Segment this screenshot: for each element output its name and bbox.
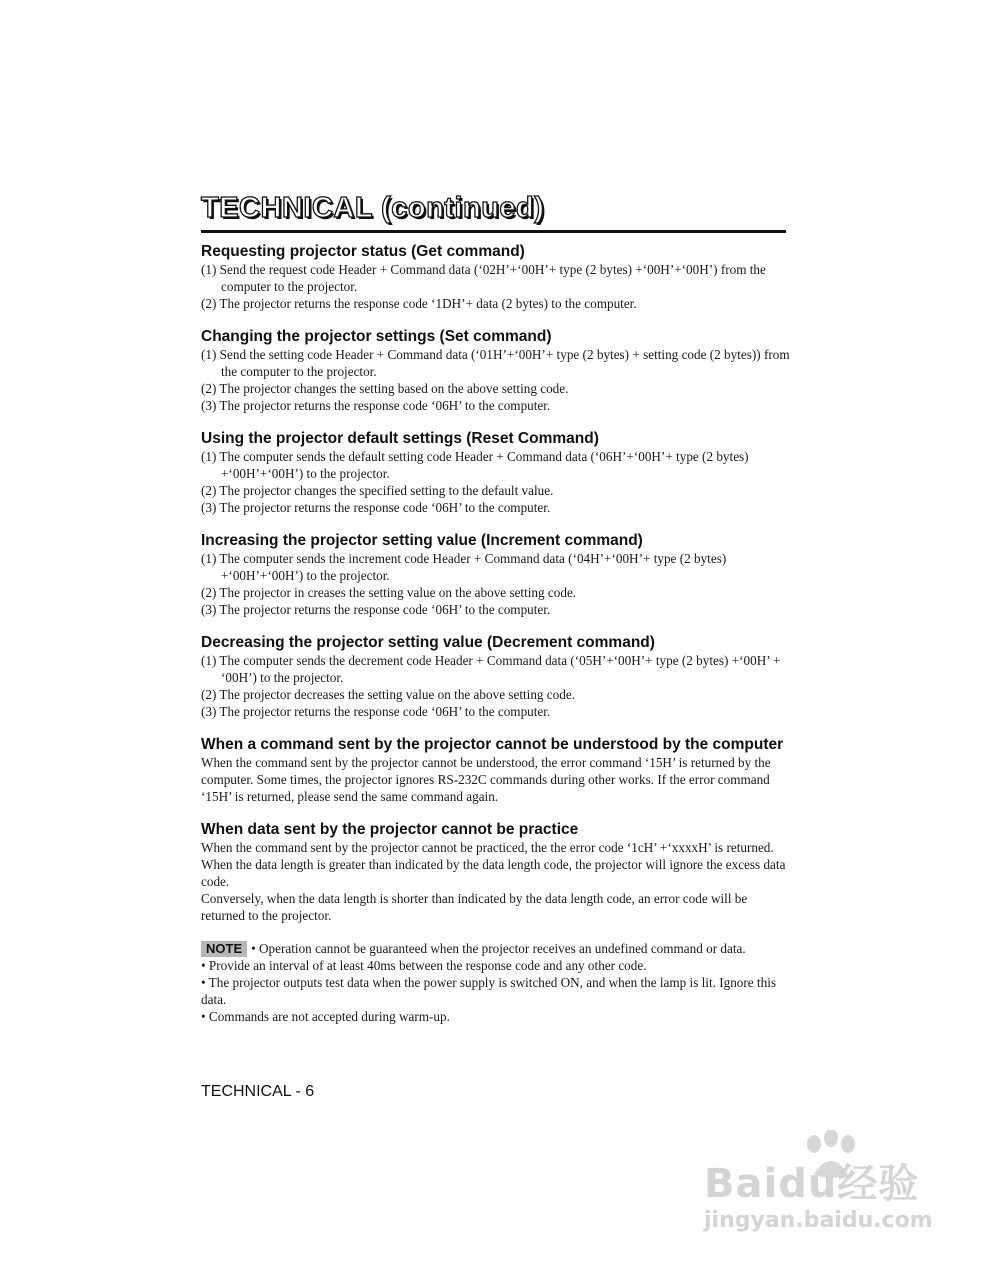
list-item: (1) The computer sends the increment code Header + Command data (‘04H’+‘00H’+ type (2 bytes) +‘00H’+‘00H’) to the projector. <box>201 551 727 583</box>
section-heading: When a command sent by the projector cannot be understood by the computer <box>201 736 784 753</box>
section-get-command <box>201 243 791 312</box>
list-item: (1) Send the setting code Header + Command data (‘01H’+‘00H’+ type (2 bytes) + setting code (2 bytes)) from the computer to the projector. <box>201 347 790 379</box>
watermark-brand: Baidu经验 <box>704 1161 920 1207</box>
section-increment-command <box>201 532 791 618</box>
section-set-command <box>201 328 791 414</box>
section-heading: Decreasing the projector setting value (Decrement command) <box>201 634 655 651</box>
watermark-url: jingyan.baidu.com <box>704 1208 933 1233</box>
document-body <box>201 243 791 1025</box>
list-item: (3) The projector returns the response code ‘06H’ to the computer. <box>201 500 551 515</box>
paragraph: When the data length is greater than indicated by the data length code, the projector will ignore the excess data code. <box>201 857 786 889</box>
note-badge: NOTE <box>201 941 247 957</box>
list-item: (2) The projector changes the setting based on the above setting code. <box>201 381 569 396</box>
note-line: • The projector outputs test data when the power supply is switched ON, and when the lamp is lit. Ignore this data. <box>201 975 776 1007</box>
list-item: (2) The projector in creases the setting value on the above setting code. <box>201 585 577 600</box>
list-item: (3) The projector returns the response code ‘06H’ to the computer. <box>201 704 551 719</box>
section-heading: Using the projector default settings (Reset Command) <box>201 430 599 447</box>
list-item: (2) The projector changes the specified setting to the default value. <box>201 483 554 498</box>
section-heading: Increasing the projector setting value (Increment command) <box>201 532 643 549</box>
page-title: TECHNICAL (continued) <box>201 190 786 233</box>
list-item: (1) Send the request code Header + Command data (‘02H’+‘00H’+ type (2 bytes) +‘00H’+‘00H’) from the computer to the projector. <box>201 262 766 294</box>
section-heading: When data sent by the projector cannot be practice <box>201 821 579 838</box>
note-block <box>201 940 791 1025</box>
list-item: (2) The projector decreases the setting value on the above setting code. <box>201 687 575 702</box>
list-item: (2) The projector returns the response code ‘1DH’+ data (2 bytes) to the computer. <box>201 296 637 311</box>
list-item: (1) The computer sends the default setting code Header + Command data (‘06H’+‘00H’+ type (2 bytes) +‘00H’+‘00H’) to the projector. <box>201 449 749 481</box>
paragraph: Conversely, when the data length is shorter than indicated by the data length code, an error code will be returned to the projector. <box>201 891 748 923</box>
note-line: • Commands are not accepted during warm-up. <box>201 1009 450 1024</box>
paragraph: When the command sent by the projector cannot be understood, the error command ‘15H’ is returned by the computer. Some times, the projector ignores RS-232C commands during other works. If the error command ‘15H’ is returned, please send the same command again. <box>201 755 771 804</box>
note-text: • Operation cannot be guaranteed when the projector receives an undefined command or data. <box>251 941 746 956</box>
list-item: (1) The computer sends the decrement code Header + Command data (‘05H’+‘00H’+ type (2 bytes) +‘00H’ + ‘00H’) to the projector. <box>201 653 781 685</box>
list-item: (3) The projector returns the response code ‘06H’ to the computer. <box>201 602 551 617</box>
section-decrement-command <box>201 634 791 720</box>
note-line: • Provide an interval of at least 40ms between the response code and any other code. <box>201 958 647 973</box>
page-footer: TECHNICAL - 6 <box>201 1083 315 1100</box>
watermark <box>700 1130 940 1240</box>
list-item: (3) The projector returns the response code ‘06H’ to the computer. <box>201 398 551 413</box>
section-data-not-practice <box>201 821 791 924</box>
paragraph: When the command sent by the projector cannot be practiced, the the error code ‘1cH’ +‘xxxxH’ is returned. <box>201 840 774 855</box>
section-reset-command <box>201 430 791 516</box>
note-line <box>201 940 791 957</box>
section-command-not-understood <box>201 736 791 805</box>
section-heading: Requesting projector status (Get command) <box>201 243 525 260</box>
section-heading: Changing the projector settings (Set command) <box>201 328 552 345</box>
